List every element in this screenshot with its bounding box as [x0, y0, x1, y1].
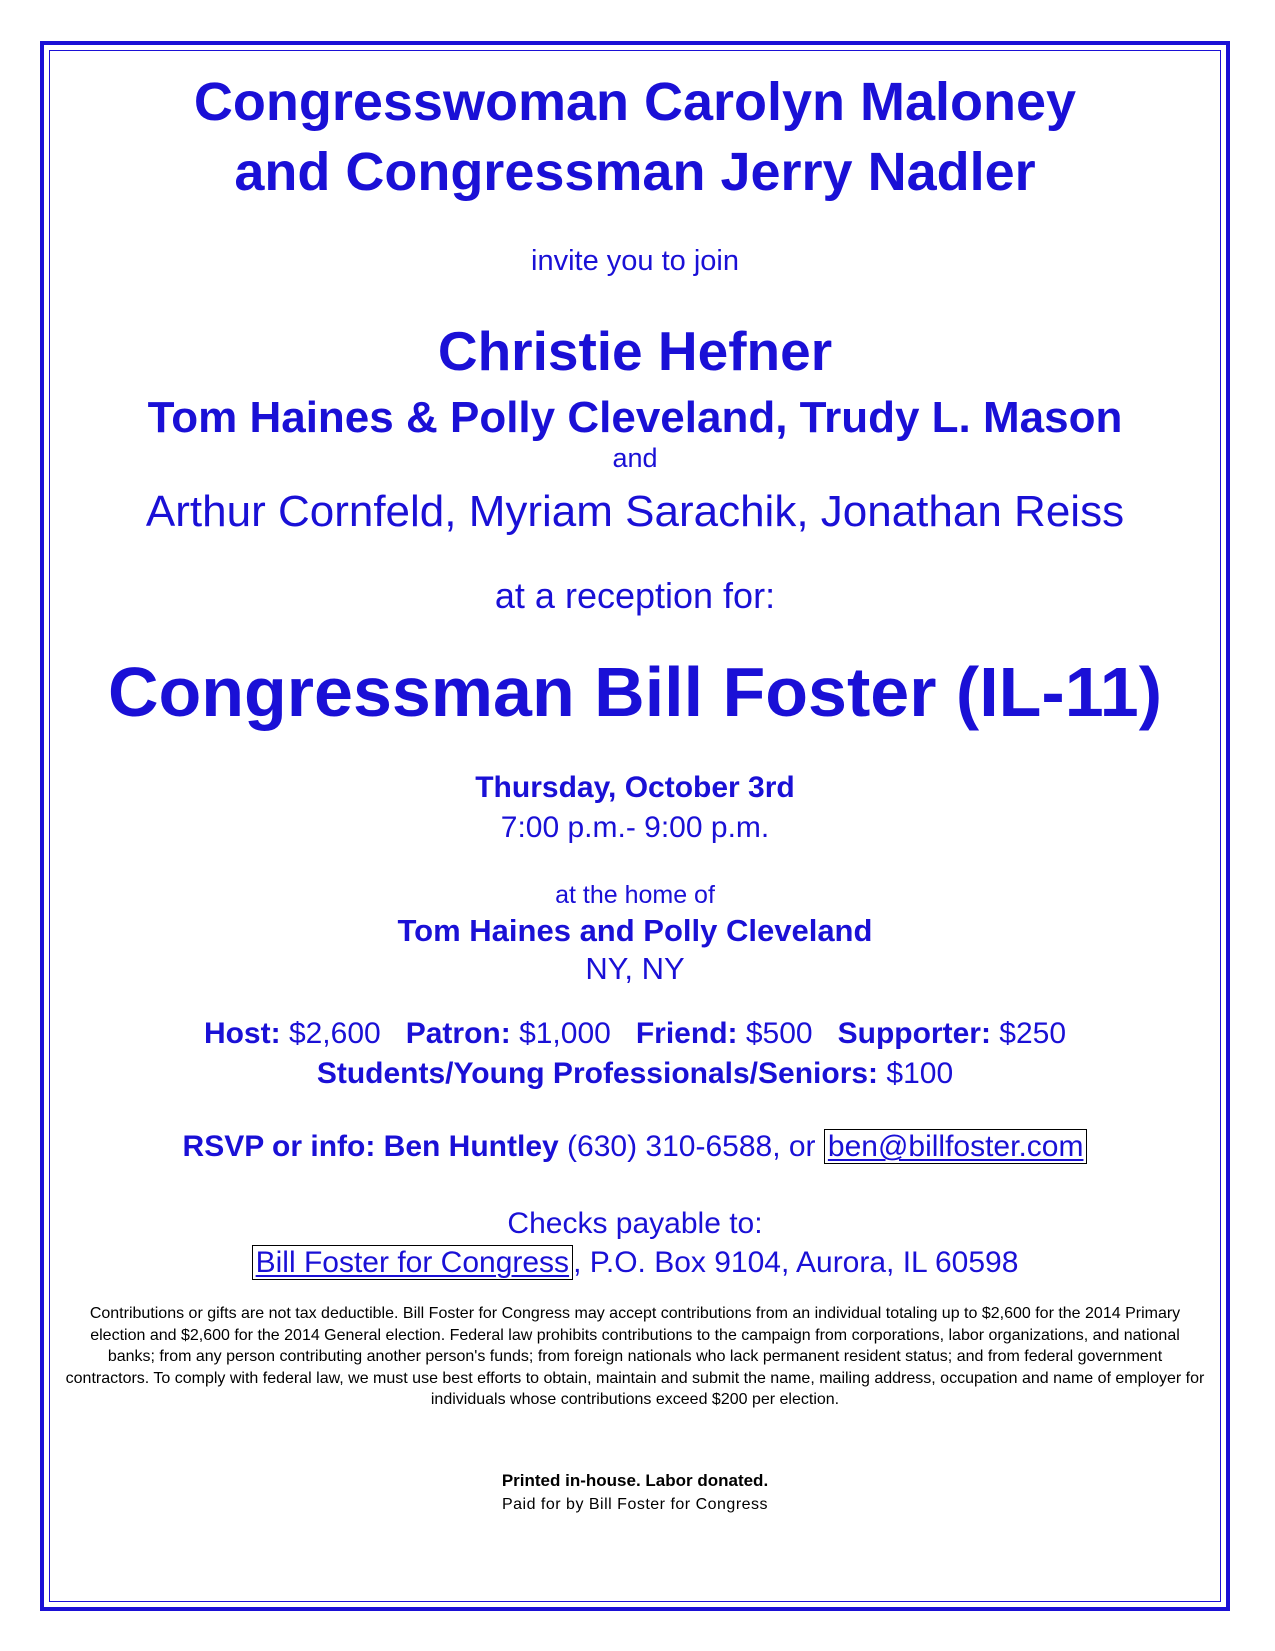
invite-text: invite you to join	[531, 245, 739, 277]
headline-line-1: Congresswoman Carolyn Maloney	[193, 72, 1077, 132]
paid-for-notice: Paid for by Bill Foster for Congress	[501, 1496, 769, 1513]
payee-link[interactable]: Bill Foster for Congress	[252, 1245, 573, 1280]
event-time: 7:00 p.m.- 9:00 p.m.	[500, 811, 770, 844]
guest-of-honor: Congressman Bill Foster (IL-11)	[107, 653, 1163, 731]
rsvp-email-link[interactable]: ben@billfoster.com	[824, 1129, 1088, 1164]
mailing-address: , P.O. Box 9104, Aurora, IL 60598	[573, 1246, 1019, 1279]
patron-level-label: Patron:	[405, 1017, 511, 1050]
supporter-level-amount: $250	[999, 1017, 1067, 1050]
featured-host: Christie Hefner	[437, 320, 833, 382]
venue-city: NY, NY	[585, 951, 685, 986]
venue-intro: at the home of	[555, 881, 715, 909]
contribution-levels	[55, 1015, 1215, 1053]
friend-level-amount: $500	[745, 1017, 813, 1050]
checks-line	[55, 1244, 1215, 1282]
rsvp-line	[55, 1128, 1215, 1166]
event-date: Thursday, October 3rd	[475, 771, 795, 804]
friend-level-label: Friend:	[635, 1017, 738, 1050]
printed-notice: Printed in-house. Labor donated.	[501, 1471, 769, 1490]
hosts-line-1: Tom Haines & Polly Cleveland, Trudy L. Mason	[147, 393, 1123, 442]
rsvp-contact: Ben Huntley	[383, 1130, 559, 1163]
patron-level-amount: $1,000	[519, 1017, 611, 1050]
host-level-label: Host:	[203, 1017, 281, 1050]
hosts-conjunction: and	[612, 443, 658, 473]
hosts-line-2: Arthur Cornfeld, Myriam Sarachik, Jonathan Reiss	[145, 487, 1125, 536]
reception-text: at a reception for:	[494, 575, 776, 616]
student-level	[55, 1055, 1215, 1093]
legal-disclaimer: Contributions or gifts are not tax deductible. Bill Foster for Congress may accept contributions from an individual totaling up to $2,600 for the 2014 Primary election and $2,600 for the 2014 General election. Federal law prohibits contributions to the campaign from corporations, labor organizations, and national banks; from any person contributing another person's funds; from foreign nationals who lack permanent resident status; and from federal government contractors. To comply with federal law, we must use best efforts to obtain, maintain and submit the name, mailing address, occupation and name of employer for individuals whose contributions exceed $200 per election.	[65, 1305, 1205, 1408]
student-level-label: Students/Young Professionals/Seniors:	[316, 1057, 879, 1090]
supporter-level-label: Supporter:	[837, 1017, 991, 1050]
headline-line-2: and Congressman Jerry Nadler	[234, 142, 1036, 202]
checks-label: Checks payable to:	[507, 1207, 763, 1240]
host-level-amount: $2,600	[288, 1017, 381, 1050]
venue-name: Tom Haines and Polly Cleveland	[397, 913, 873, 948]
rsvp-phone: (630) 310-6588, or	[567, 1130, 816, 1163]
student-level-amount: $100	[886, 1057, 954, 1090]
rsvp-label: RSVP or info:	[182, 1130, 376, 1163]
